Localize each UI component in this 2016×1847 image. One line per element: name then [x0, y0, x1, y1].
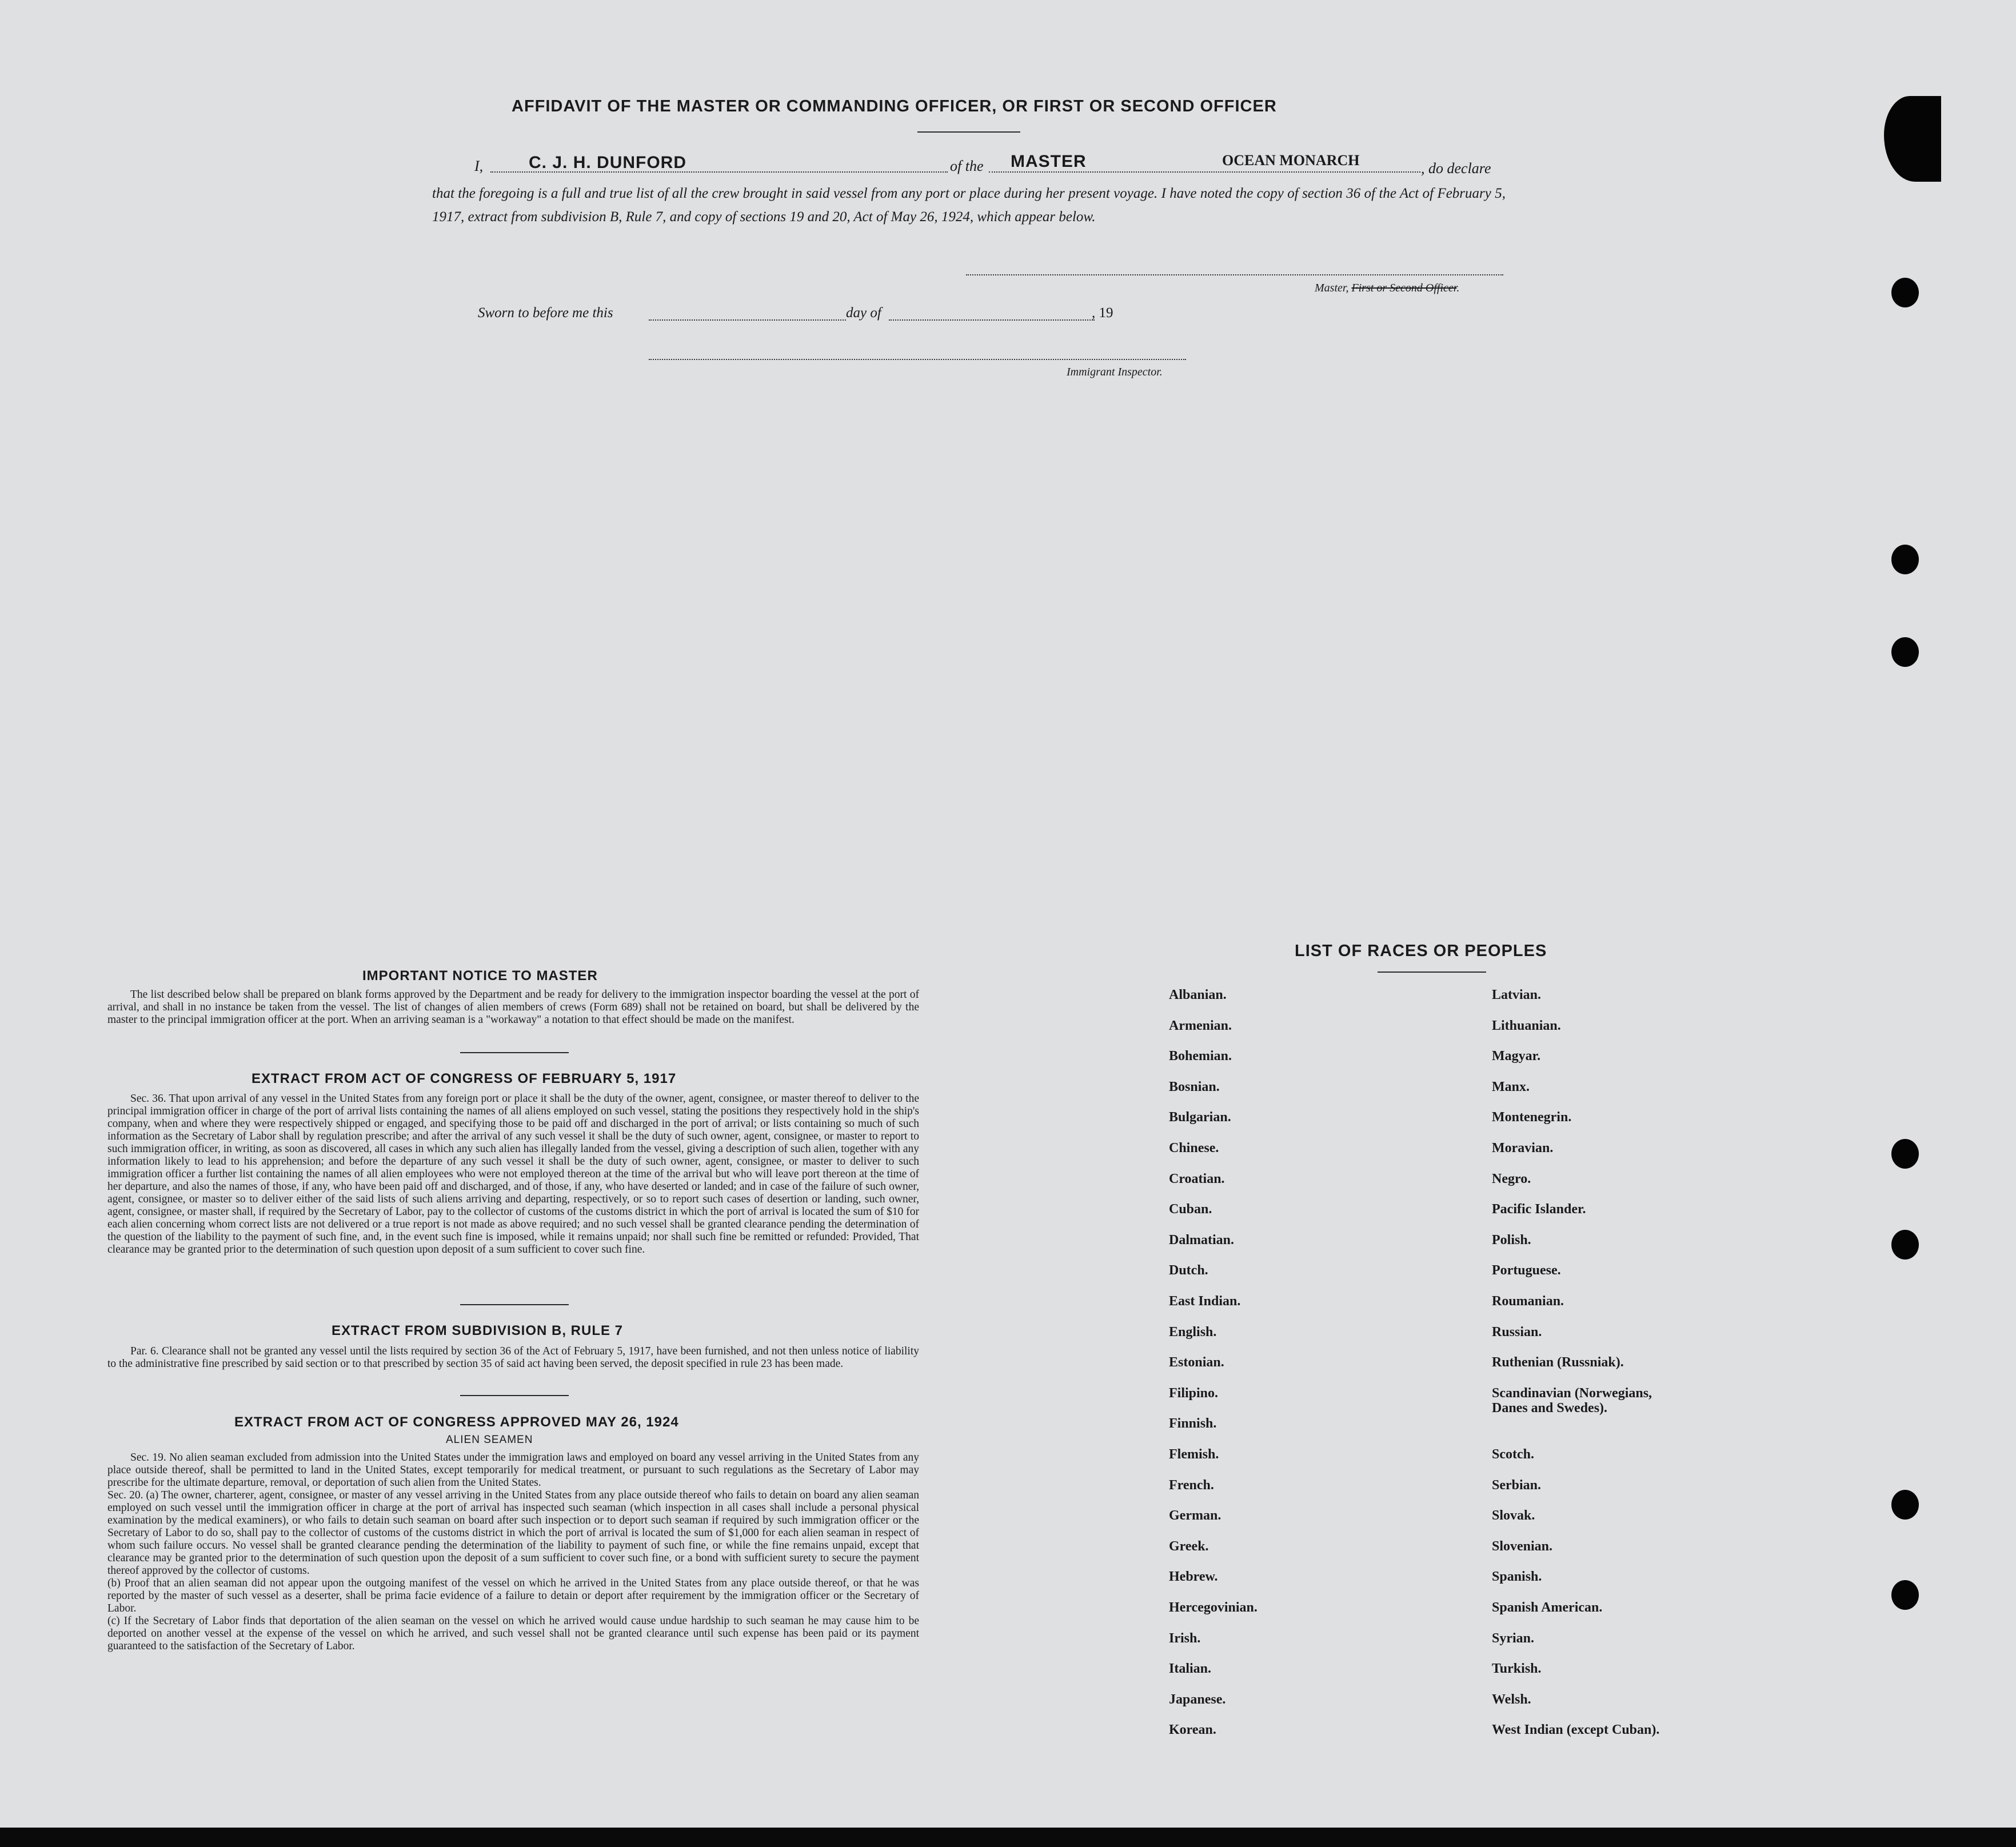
race-item: Finnish. — [1169, 1416, 1217, 1432]
race-item: Hebrew. — [1169, 1569, 1218, 1585]
race-item: Filipino. — [1169, 1385, 1219, 1401]
divider — [460, 1395, 569, 1396]
race-item: Moravian. — [1492, 1141, 1554, 1156]
extract-rule7-text: Par. 6. Clearance shall not be granted any vessel until the lists required by section 36 of the Act of February 5, 1917, have been furnished, and not then unless notice of liability to the administrative fine prescribed by said section or to that prescribed by section 35 of said act having been served, the deposit specified in rule 23 has been made. — [107, 1345, 919, 1370]
master-name-field[interactable]: C. J. H. DUNFORD — [529, 153, 687, 172]
inspector-caption: Immigrant Inspector. — [1067, 366, 1163, 378]
extract-1924-title: EXTRACT FROM ACT OF CONGRESS APPROVED MAY 26, 1924 — [234, 1414, 679, 1430]
notice-title: IMPORTANT NOTICE TO MASTER — [362, 968, 598, 984]
race-item: Latvian. — [1492, 988, 1542, 1002]
race-item: Chinese. — [1169, 1141, 1219, 1156]
race-item: Welsh. — [1492, 1692, 1531, 1707]
race-item: English. — [1169, 1324, 1217, 1340]
race-item: Montenegrin. — [1492, 1110, 1572, 1125]
signature-label-master: Master, — [1315, 282, 1349, 294]
race-item: Greek. — [1169, 1538, 1209, 1554]
binder-hole — [1891, 1580, 1919, 1610]
race-item: Spanish. — [1492, 1569, 1542, 1585]
race-item: Italian. — [1169, 1661, 1212, 1677]
race-item: Albanian. — [1169, 988, 1227, 1002]
binder-hole — [1891, 1230, 1919, 1260]
rank-field[interactable]: MASTER — [1011, 152, 1087, 171]
race-item: French. — [1169, 1477, 1214, 1493]
race-item: Roumanian. — [1492, 1294, 1564, 1309]
race-item: Manx. — [1492, 1079, 1530, 1094]
race-item: Dalmatian. — [1169, 1232, 1234, 1248]
binder-hole — [1891, 1490, 1919, 1520]
race-item: Lithuanian. — [1492, 1018, 1561, 1033]
race-item: Scotch. — [1492, 1447, 1534, 1462]
race-item: Spanish American. — [1492, 1600, 1603, 1615]
binder-hole — [1891, 545, 1919, 574]
race-item: Serbian. — [1492, 1477, 1542, 1493]
binder-hole — [1891, 1139, 1919, 1169]
race-item: West Indian (except Cuban). — [1492, 1722, 1660, 1738]
divider — [917, 131, 1020, 133]
race-item: Negro. — [1492, 1171, 1531, 1186]
divider — [460, 1304, 569, 1305]
race-item: Portuguese. — [1492, 1263, 1561, 1278]
race-item: Syrian. — [1492, 1630, 1535, 1646]
race-item: Japanese. — [1169, 1692, 1226, 1707]
signature-label-struck: First or Second Officer — [1351, 282, 1457, 294]
race-item: Polish. — [1492, 1232, 1531, 1248]
race-item: Dutch. — [1169, 1263, 1208, 1278]
race-item: Scandinavian (Norwegians, Danes and Swedes). — [1492, 1385, 1652, 1416]
signature-caption — [1315, 282, 1459, 295]
affidavit-declaration: that the foregoing is a full and true list of all the crew brought in said vessel from any port or place during her present voyage. I have noted the copy of section 36 of the Act of February 5, 1917, extract from subdivision B, Rule 7, and copy of sections 19 and 20, Act of May 26, 1924, which appear below. — [432, 186, 1506, 225]
race-item: Bulgarian. — [1169, 1110, 1231, 1125]
sworn-label: Sworn to before me this — [478, 305, 613, 321]
extract-1917-title: EXTRACT FROM ACT OF CONGRESS OF FEBRUARY 5, 1917 — [251, 1071, 677, 1086]
race-item: Ruthenian (Russniak). — [1492, 1355, 1624, 1370]
race-item: Estonian. — [1169, 1355, 1224, 1370]
of-the-label: of the — [950, 158, 984, 174]
binder-hole — [1891, 278, 1919, 307]
race-item: Russian. — [1492, 1324, 1542, 1340]
race-item: Armenian. — [1169, 1018, 1232, 1033]
race-item: Slovenian. — [1492, 1538, 1553, 1554]
affidavit-title: AFFIDAVIT OF THE MASTER OR COMMANDING OFFICER, OR FIRST OR SECOND OFFICER — [512, 97, 1277, 115]
sworn-month-line[interactable] — [889, 319, 1095, 321]
race-item: Bohemian. — [1169, 1049, 1232, 1064]
race-item: Croatian. — [1169, 1171, 1225, 1186]
race-item: East Indian. — [1169, 1294, 1241, 1309]
divider — [1378, 972, 1486, 973]
affidavit-i-label: I, — [474, 158, 484, 174]
race-item: Magyar. — [1492, 1049, 1541, 1064]
inspector-signature-line[interactable] — [649, 359, 1186, 360]
race-item: Pacific Islander. — [1492, 1202, 1586, 1217]
race-item: Cuban. — [1169, 1202, 1212, 1217]
extract-1924-text: Sec. 19. No alien seaman excluded from admission into the United States under the immigration laws and employed on board any vessel arriving in the United States from any place outside thereof, shall be permitted to land in the United States, except temporarily for medical treatment, or pursuant to such regulations as the Secretary of Labor may prescribe for the ultimate departure, removal, or deportation of such alien from the United States. Sec. 20. (a) The owner, charterer, agent, consignee, or master of any vessel arriving in the United States from any place outside thereof who fails to detain on board any alien seaman employed on such vessel until the immigration officer in charge at the port of arrival has inspected such seaman (which inspection in all cases shall include a personal physical examination by the medical examiners), or who fails to detain such seaman on board after such inspection or to deport such seaman if required by such immigration officer or the Secretary of Labor to do so, shall pay to the collector of customs of the customs district in which the port of arrival is located the sum of $1,000 for each alien seaman in respect of whom such failure occurs. No vessel shall be granted clearance pending the determination of the liability to payment of such fine, or while the fine remains unpaid, except that clearance may be granted prior to the determination of such question upon the deposit of a sum sufficient to cover such fine, or a bond with sufficient surety to secure the payment thereof approved by the collector of customs. (b) Proof that an alien seaman did not appear upon the outgoing manifest of the vessel on which he arrived in the United States from any place outside thereof, or that he was reported by the master of such vessel as a deserter, shall be prima facie evidence of a failure to detain or deport after requirement by the immigration officer or the Secretary of Labor. (c) If the Secretary of Labor finds that deportation of the alien seaman on the vessel on which he arrived would cause undue hardship to such seaman he may cause him to be deported on another vessel at the expense of the vessel on which he arrived, and such vessel shall not be granted clearance until such expense has been paid or its payment guaranteed to the satisfaction of the Secretary of Labor. — [107, 1452, 919, 1652]
race-item: Slovak. — [1492, 1508, 1535, 1524]
extract-1924-subtitle: ALIEN SEAMEN — [446, 1434, 533, 1446]
notice-text: The list described below shall be prepared on blank forms approved by the Department and be ready for delivery to the immigration inspector boarding the vessel at the port of arrival, and shall in no instance be taken from the vessel. The list of changes of alien members of crews (Form 689) shall not be retained on board, but shall be delivered by the master to the principal immigration officer at the port. When an arriving seaman is a "workaway" a notation to that effect should be made on the manifest. — [107, 989, 919, 1026]
sworn-day-line[interactable] — [649, 319, 846, 321]
races-title: LIST OF RACES OR PEOPLES — [1295, 942, 1547, 960]
master-signature-line[interactable] — [966, 274, 1503, 275]
vessel-name-field[interactable]: OCEAN MONARCH — [1222, 152, 1360, 169]
day-of-label: day of — [846, 305, 881, 321]
signature-label-end: . — [1456, 282, 1460, 294]
extract-rule7-title: EXTRACT FROM SUBDIVISION B, RULE 7 — [332, 1323, 624, 1338]
binder-hole — [1891, 637, 1919, 667]
race-item: German. — [1169, 1508, 1221, 1524]
race-item: Hercegovinian. — [1169, 1600, 1257, 1615]
divider — [460, 1052, 569, 1053]
vessel-field-line — [989, 171, 1420, 173]
race-item: Bosnian. — [1169, 1079, 1220, 1094]
race-item: Irish. — [1169, 1630, 1201, 1646]
race-item: Flemish. — [1169, 1447, 1219, 1462]
race-item: Turkish. — [1492, 1661, 1542, 1677]
race-item: Korean. — [1169, 1722, 1216, 1738]
do-declare-label: , do declare — [1421, 160, 1491, 177]
extract-1917-text: Sec. 36. That upon arrival of any vessel in the United States from any foreign port or place it shall be the duty of the owner, agent, consignee, or master thereof to deliver to the principal immigration officer in charge of the port of arrival lists containing the names of all aliens employed on such vessel, stating the positions they respectively hold in the ship's company, when and where they were respectively shipped or engaged, and specifying those to be paid off and discharged in the port of arrival; or lists containing so much of such information as the Secretary of Labor shall by regulation prescribe; and after the arrival of any such vessel it shall be the duty of such owner, agent, consignee, or master to report to such immigration officer, in writing, as soon as discovered, all cases in which any such alien has illegally landed from the vessel, giving a description of such alien, together with any information likely to lead to his apprehension; and before the departure of any such vessel it shall be the duty of such owner, agent, consignee, or master to deliver to such immigration officer a further list containing the names of all alien employees who were not employed thereon at the time of the arrival but who will leave port thereon at the time of her departure, and also the names of those, if any, who have been paid off and discharged, and of those, if any, who have deserted or landed; and in case of the failure of such owner, agent, consignee, or master so to deliver either of the said lists of such aliens arriving and departing, respectively, or so to report such cases of desertion or landing, such owner, agent, consignee, or master shall, if required by the Secretary of Labor, pay to the collector of customs of the customs district in which the port of arrival is located the sum of $10 for each alien concerning whom correct lists are not delivered or a true report is not made as above required; and no such vessel shall be granted clearance pending the determination of the question of the liability to the payment of such fine, and, in the event such fine is imposed, while it remains unpaid; nor shall such fine be remitted or refunded: Provided, That clearance may be granted prior to the determination of such question upon deposit of a sum sufficient to cover such fine. — [107, 1093, 919, 1256]
year-label: , 19 — [1092, 305, 1113, 321]
